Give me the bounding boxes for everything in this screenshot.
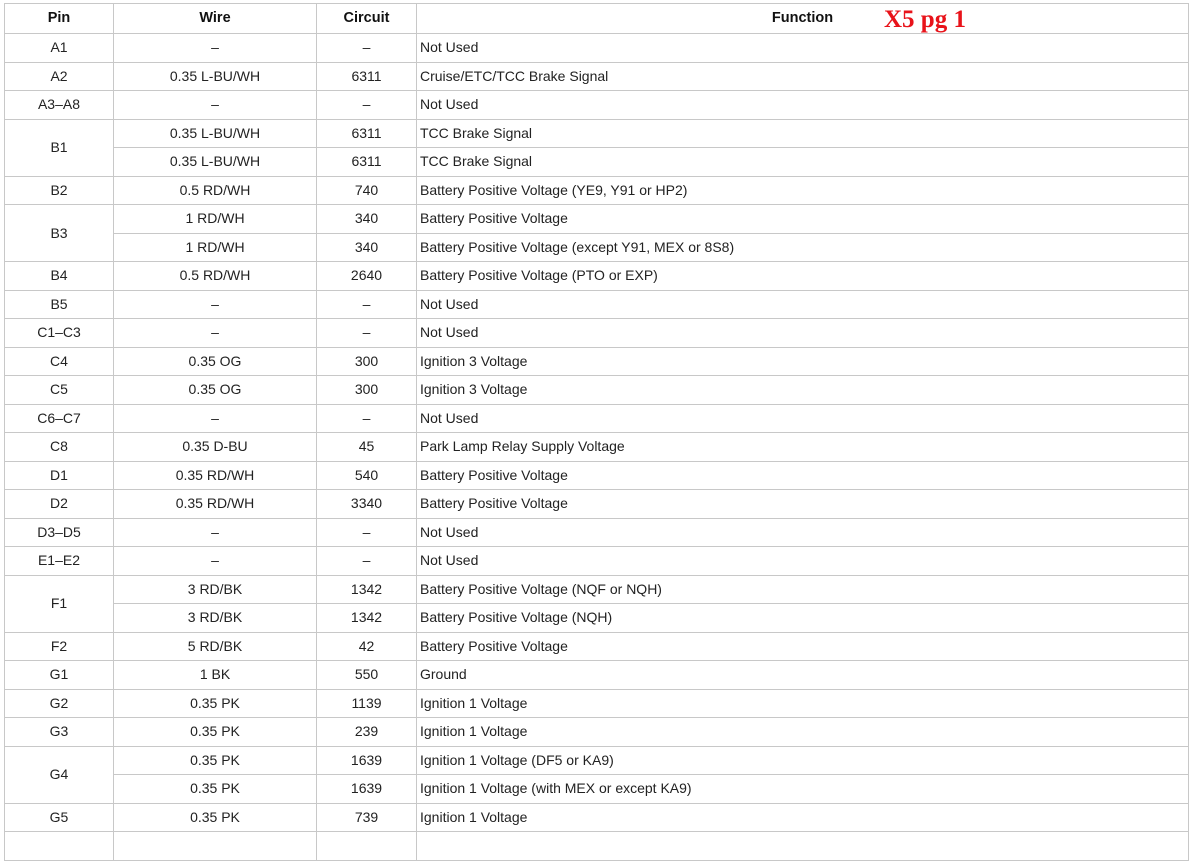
wire-cell: 0.35 PK xyxy=(114,689,317,718)
function-cell: Battery Positive Voltage xyxy=(417,490,1189,519)
wire-cell: 0.35 OG xyxy=(114,347,317,376)
wire-cell: 1 RD/WH xyxy=(114,233,317,262)
wire-cell: 0.5 RD/WH xyxy=(114,262,317,291)
function-cell: Not Used xyxy=(417,518,1189,547)
function-cell: Not Used xyxy=(417,547,1189,576)
pin-cell: B3 xyxy=(5,205,114,262)
circuit-cell: 300 xyxy=(317,376,417,405)
wire-cell: 3 RD/BK xyxy=(114,575,317,604)
table-row xyxy=(5,832,1189,861)
function-cell: Ground xyxy=(417,661,1189,690)
function-cell: Battery Positive Voltage (except Y91, MEX or 8S8) xyxy=(417,233,1189,262)
wire-cell: 0.35 PK xyxy=(114,718,317,747)
circuit-cell: – xyxy=(317,319,417,348)
circuit-cell: 3340 xyxy=(317,490,417,519)
wire-cell: – xyxy=(114,290,317,319)
function-cell: TCC Brake Signal xyxy=(417,148,1189,177)
circuit-cell: – xyxy=(317,547,417,576)
circuit-cell: 540 xyxy=(317,461,417,490)
table-row xyxy=(5,718,1189,747)
wire-cell: – xyxy=(114,547,317,576)
circuit-cell: 740 xyxy=(317,176,417,205)
pin-cell: B4 xyxy=(5,262,114,291)
table-row xyxy=(5,689,1189,718)
table-row xyxy=(5,34,1189,63)
pin-cell: G4 xyxy=(5,746,114,803)
pin-cell: D3–D5 xyxy=(5,518,114,547)
table-row xyxy=(5,803,1189,832)
table-row xyxy=(5,547,1189,576)
pin-cell: A2 xyxy=(5,62,114,91)
pin-cell: B5 xyxy=(5,290,114,319)
pin-cell: B2 xyxy=(5,176,114,205)
table-row xyxy=(5,119,1189,148)
pin-cell: D1 xyxy=(5,461,114,490)
circuit-cell: 45 xyxy=(317,433,417,462)
handwritten-annotation: X5 pg 1 xyxy=(884,6,966,33)
pin-cell: A3–A8 xyxy=(5,91,114,120)
wire-cell: – xyxy=(114,319,317,348)
table-row xyxy=(5,262,1189,291)
function-cell: TCC Brake Signal xyxy=(417,119,1189,148)
function-cell: Ignition 1 Voltage xyxy=(417,718,1189,747)
circuit-cell: 6311 xyxy=(317,62,417,91)
circuit-cell: 739 xyxy=(317,803,417,832)
function-cell: Not Used xyxy=(417,319,1189,348)
header-circuit: Circuit xyxy=(317,4,417,34)
table-row xyxy=(5,404,1189,433)
table-row xyxy=(5,319,1189,348)
function-cell: Cruise/ETC/TCC Brake Signal xyxy=(417,62,1189,91)
function-cell: Battery Positive Voltage (NQH) xyxy=(417,604,1189,633)
table-row xyxy=(5,604,1189,633)
circuit-cell: – xyxy=(317,91,417,120)
table-row xyxy=(5,490,1189,519)
pin-cell: G3 xyxy=(5,718,114,747)
circuit-cell: 2640 xyxy=(317,262,417,291)
connector-pinout-table xyxy=(4,3,1189,861)
pin-cell: C4 xyxy=(5,347,114,376)
table-row xyxy=(5,91,1189,120)
function-cell: Battery Positive Voltage (PTO or EXP) xyxy=(417,262,1189,291)
wire-cell: 0.35 OG xyxy=(114,376,317,405)
circuit-cell: – xyxy=(317,404,417,433)
pin-cell: E1–E2 xyxy=(5,547,114,576)
pin-cell: C1–C3 xyxy=(5,319,114,348)
circuit-cell: 1139 xyxy=(317,689,417,718)
table-row xyxy=(5,176,1189,205)
function-cell xyxy=(417,832,1189,861)
function-cell: Park Lamp Relay Supply Voltage xyxy=(417,433,1189,462)
function-cell: Battery Positive Voltage xyxy=(417,632,1189,661)
table-row xyxy=(5,746,1189,775)
table-body xyxy=(5,34,1189,861)
wire-cell: – xyxy=(114,404,317,433)
wire-cell: 0.35 L-BU/WH xyxy=(114,119,317,148)
wire-cell: – xyxy=(114,34,317,63)
function-cell: Not Used xyxy=(417,91,1189,120)
function-cell: Ignition 1 Voltage (with MEX or except KA9) xyxy=(417,775,1189,804)
function-cell: Ignition 3 Voltage xyxy=(417,347,1189,376)
table-row xyxy=(5,233,1189,262)
table-row xyxy=(5,290,1189,319)
table-row xyxy=(5,205,1189,234)
wire-cell xyxy=(114,832,317,861)
wire-cell: 0.35 PK xyxy=(114,803,317,832)
pin-cell: D2 xyxy=(5,490,114,519)
header-function: Function xyxy=(417,4,1189,34)
pin-cell: G1 xyxy=(5,661,114,690)
circuit-cell: – xyxy=(317,290,417,319)
function-cell: Ignition 1 Voltage (DF5 or KA9) xyxy=(417,746,1189,775)
wire-cell: 0.35 RD/WH xyxy=(114,461,317,490)
wire-cell: 3 RD/BK xyxy=(114,604,317,633)
table-row xyxy=(5,575,1189,604)
circuit-cell: 340 xyxy=(317,233,417,262)
table-row xyxy=(5,376,1189,405)
wire-cell: 0.35 PK xyxy=(114,775,317,804)
circuit-cell: 550 xyxy=(317,661,417,690)
circuit-cell: 340 xyxy=(317,205,417,234)
table-row xyxy=(5,518,1189,547)
pin-cell: G5 xyxy=(5,803,114,832)
circuit-cell: 42 xyxy=(317,632,417,661)
table-row xyxy=(5,661,1189,690)
function-cell: Battery Positive Voltage xyxy=(417,461,1189,490)
wire-cell: – xyxy=(114,91,317,120)
circuit-cell: – xyxy=(317,34,417,63)
wire-cell: 1 BK xyxy=(114,661,317,690)
table-row xyxy=(5,632,1189,661)
header-pin: Pin xyxy=(5,4,114,34)
wire-cell: 0.5 RD/WH xyxy=(114,176,317,205)
pin-cell: C5 xyxy=(5,376,114,405)
circuit-cell: 1639 xyxy=(317,775,417,804)
circuit-cell: 1342 xyxy=(317,604,417,633)
function-cell: Not Used xyxy=(417,34,1189,63)
function-cell: Ignition 1 Voltage xyxy=(417,803,1189,832)
circuit-cell: 1342 xyxy=(317,575,417,604)
circuit-cell xyxy=(317,832,417,861)
pin-cell: C8 xyxy=(5,433,114,462)
pin-cell: C6–C7 xyxy=(5,404,114,433)
table-row xyxy=(5,461,1189,490)
table-row xyxy=(5,62,1189,91)
pin-cell xyxy=(5,832,114,861)
table-row xyxy=(5,347,1189,376)
circuit-cell: 300 xyxy=(317,347,417,376)
wire-cell: 0.35 L-BU/WH xyxy=(114,62,317,91)
function-cell: Battery Positive Voltage (NQF or NQH) xyxy=(417,575,1189,604)
pin-cell: A1 xyxy=(5,34,114,63)
wire-cell: 0.35 PK xyxy=(114,746,317,775)
function-cell: Ignition 1 Voltage xyxy=(417,689,1189,718)
function-cell: Not Used xyxy=(417,290,1189,319)
wire-cell: – xyxy=(114,518,317,547)
pin-cell: G2 xyxy=(5,689,114,718)
wire-cell: 1 RD/WH xyxy=(114,205,317,234)
pin-cell: F2 xyxy=(5,632,114,661)
circuit-cell: 6311 xyxy=(317,119,417,148)
header-wire: Wire xyxy=(114,4,317,34)
circuit-cell: 6311 xyxy=(317,148,417,177)
table-row xyxy=(5,433,1189,462)
pin-cell: F1 xyxy=(5,575,114,632)
circuit-cell: – xyxy=(317,518,417,547)
function-cell: Battery Positive Voltage (YE9, Y91 or HP2) xyxy=(417,176,1189,205)
wire-cell: 0.35 RD/WH xyxy=(114,490,317,519)
wire-cell: 5 RD/BK xyxy=(114,632,317,661)
table-row xyxy=(5,148,1189,177)
circuit-cell: 1639 xyxy=(317,746,417,775)
circuit-cell: 239 xyxy=(317,718,417,747)
wire-cell: 0.35 D-BU xyxy=(114,433,317,462)
table-row xyxy=(5,775,1189,804)
wire-cell: 0.35 L-BU/WH xyxy=(114,148,317,177)
function-cell: Ignition 3 Voltage xyxy=(417,376,1189,405)
function-cell: Not Used xyxy=(417,404,1189,433)
pin-cell: B1 xyxy=(5,119,114,176)
header-row xyxy=(5,4,1189,34)
function-cell: Battery Positive Voltage xyxy=(417,205,1189,234)
